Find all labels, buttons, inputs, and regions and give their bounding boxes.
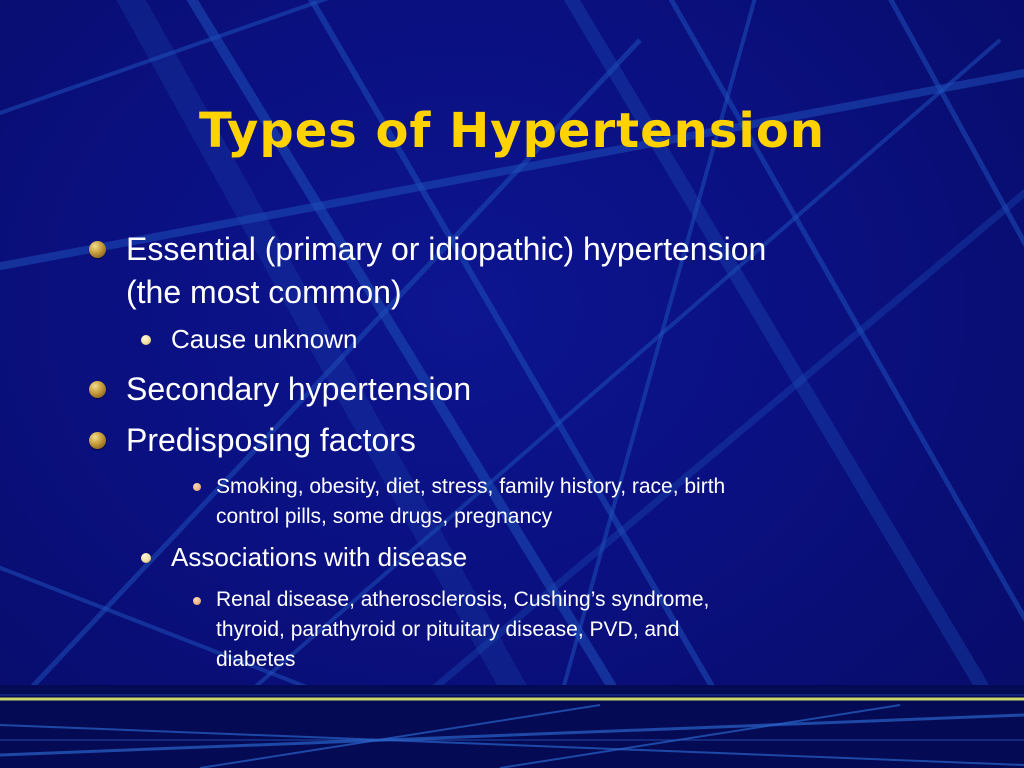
cream-dot-icon (141, 335, 151, 345)
peach-dot-icon (193, 597, 201, 605)
bullet-text: Secondary hypertension (126, 371, 472, 407)
detail-text: Smoking, obesity, diet, stress, family history, race, birth (216, 475, 726, 498)
gold-sphere-icon (89, 381, 106, 398)
detail-text: control pills, some drugs, pregnancy (216, 505, 553, 528)
detail-text: diabetes (216, 648, 296, 671)
cream-dot-icon (141, 553, 151, 563)
bullet-text: Essential (primary or idiopathic) hypertension (126, 231, 767, 267)
bullet-text: Predisposing factors (126, 422, 416, 458)
gold-sphere-icon (89, 432, 106, 449)
slide-title: Types of Hypertension (199, 103, 825, 159)
bullet-text: (the most common) (126, 274, 402, 310)
peach-dot-icon (193, 483, 201, 491)
detail-text: Renal disease, atherosclerosis, Cushing’s syndrome, (216, 588, 710, 611)
gold-sphere-icon (89, 241, 106, 258)
detail-text: thyroid, parathyroid or pituitary disease, PVD, and (216, 618, 680, 641)
sub-bullet-text: Associations with disease (171, 542, 468, 572)
sub-bullet-text: Cause unknown (171, 324, 358, 354)
